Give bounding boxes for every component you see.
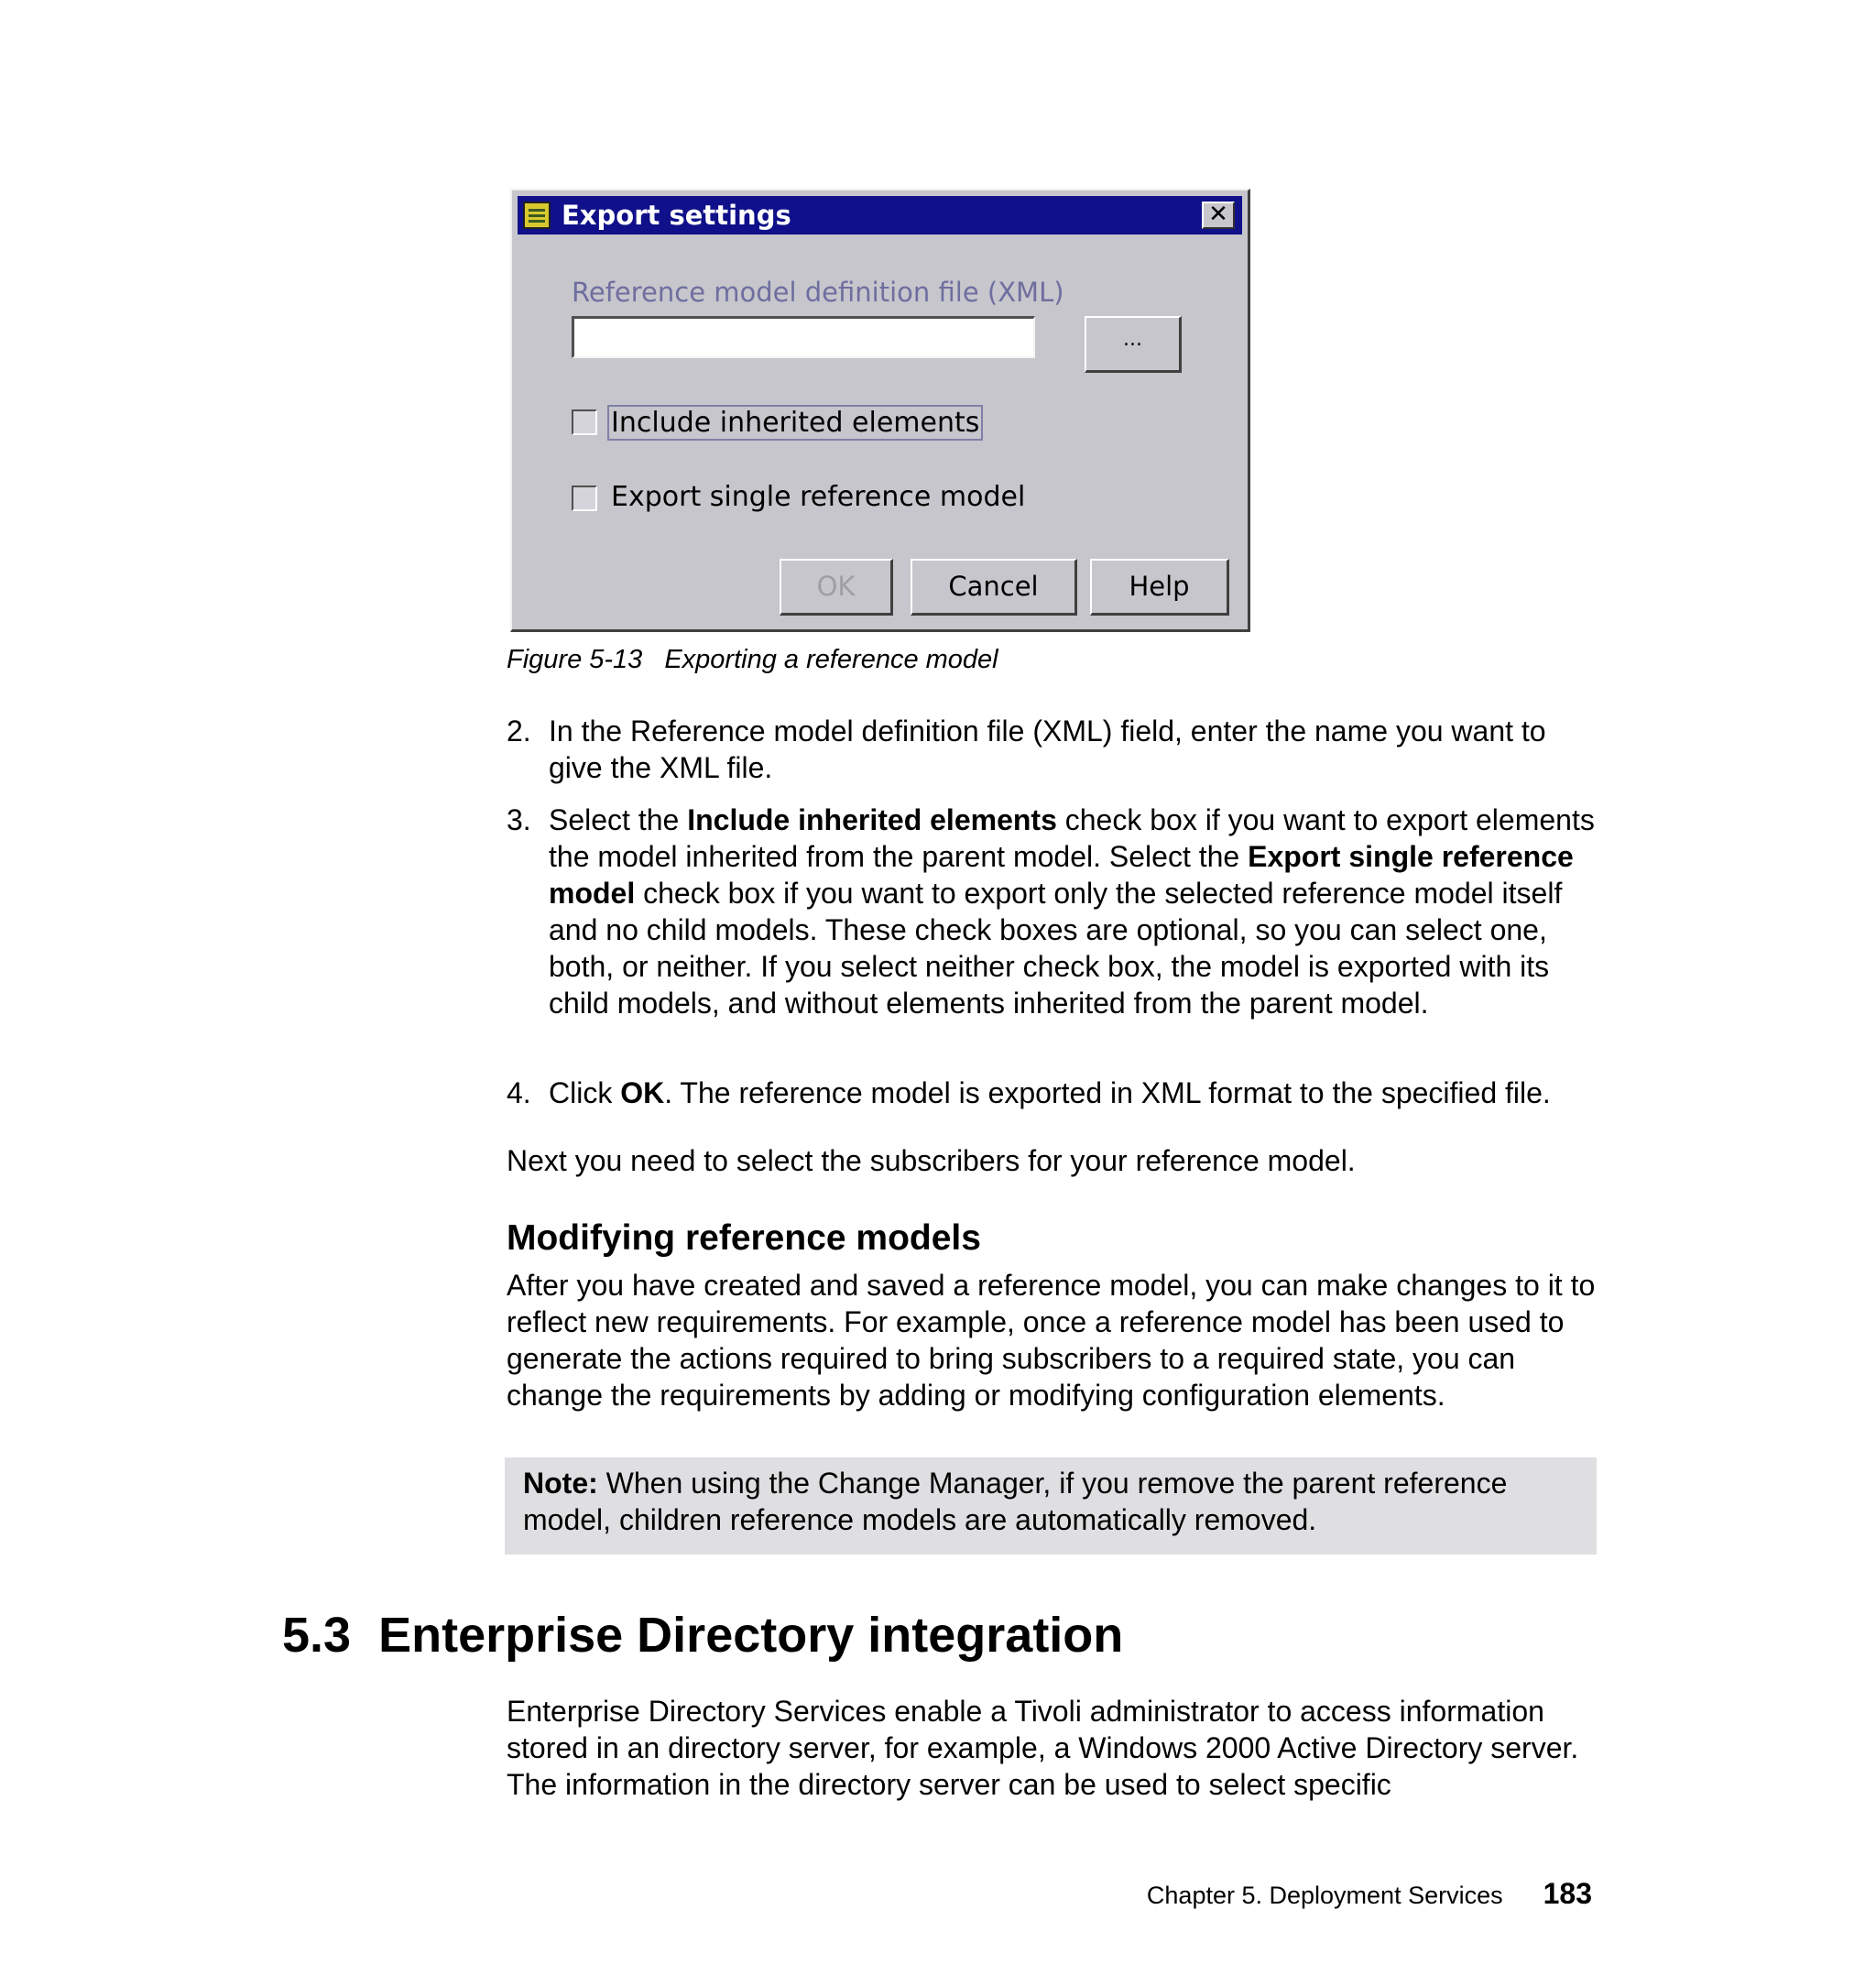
step-text bbox=[549, 713, 1606, 786]
step-text bbox=[549, 802, 1606, 1021]
include-inherited-checkbox[interactable] bbox=[572, 409, 597, 435]
export-single-label[interactable]: Export single reference model bbox=[611, 481, 1026, 513]
reference-file-input[interactable] bbox=[572, 316, 1035, 358]
step-item bbox=[507, 1075, 1606, 1111]
ui-term: OK bbox=[620, 1076, 665, 1109]
include-inherited-label[interactable]: Include inherited elements bbox=[607, 405, 983, 441]
help-button[interactable]: Help bbox=[1090, 559, 1229, 616]
close-button[interactable] bbox=[1202, 202, 1235, 229]
step-text-run: . The reference model is exported in XML format to the specified file. bbox=[664, 1076, 1551, 1109]
close-icon: ✕ bbox=[1208, 201, 1228, 228]
ui-term: Include inherited elements bbox=[687, 803, 1057, 836]
step-item bbox=[507, 713, 1606, 786]
dialog-title: Export settings bbox=[562, 200, 791, 231]
window-app-icon bbox=[523, 202, 551, 229]
step-text-run: Select the bbox=[549, 803, 688, 836]
step-text bbox=[549, 1075, 1606, 1111]
step-number: 2. bbox=[507, 715, 531, 747]
page-number: 183 bbox=[1543, 1877, 1592, 1910]
ui-term: Export single reference model bbox=[549, 840, 1574, 910]
step-text-run: check box if you want to export only the selected reference model itself and no child models. These check boxes are optional, so you can select one, both, or neither. If you select neither check box, the model is exported with its child models, and without elements inherited from the parent model. bbox=[549, 877, 1563, 1020]
cancel-button[interactable]: Cancel bbox=[911, 559, 1077, 616]
section-heading bbox=[282, 1607, 1123, 1664]
export-single-checkbox[interactable] bbox=[572, 486, 597, 511]
browse-button[interactable]: ... bbox=[1085, 316, 1182, 373]
figure-title: Exporting a reference model bbox=[664, 645, 998, 674]
figure-caption bbox=[507, 645, 998, 675]
step-item bbox=[507, 802, 1606, 1021]
subsection-body: After you have created and saved a reference model, you can make changes to it to reflect new requirements. For example, once a reference model has been used to generate the actions required to bring subscribers to a required state, you can change the requirements by adding or modifying configuration elements. bbox=[507, 1269, 1596, 1412]
note-label: Note: bbox=[523, 1467, 598, 1500]
page-footer bbox=[1147, 1877, 1592, 1911]
footer-chapter: Chapter 5. Deployment Services bbox=[1146, 1882, 1503, 1909]
next-paragraph: Next you need to select the subscribers for your reference model. bbox=[507, 1144, 1356, 1177]
step-text-run: In the Reference model definition file (XML) field, enter the name you want to give the XML file. bbox=[549, 715, 1546, 784]
step-text-run: check box if you want to export elements the model inherited from the parent model. Select the bbox=[549, 803, 1595, 873]
dialog-titlebar[interactable] bbox=[518, 196, 1242, 235]
export-settings-dialog bbox=[510, 189, 1250, 632]
section-body: Enterprise Directory Services enable a Tivoli administrator to access information stored in an directory server, for example, a Windows 2000 Active Directory server. The information in the directory server can be used to select specific bbox=[507, 1695, 1579, 1801]
step-text-run: Click bbox=[549, 1076, 621, 1109]
section-number: 5.3 bbox=[282, 1608, 352, 1663]
step-number: 4. bbox=[507, 1076, 531, 1109]
section-title: Enterprise Directory integration bbox=[378, 1608, 1124, 1663]
subsection-heading: Modifying reference models bbox=[507, 1218, 981, 1258]
note-box bbox=[505, 1457, 1597, 1555]
note-text: When using the Change Manager, if you remove the parent reference model, children reference models are automatically removed. bbox=[523, 1467, 1508, 1536]
ok-button[interactable]: OK bbox=[780, 559, 893, 616]
step-number: 3. bbox=[507, 803, 531, 836]
reference-file-label: Reference model definition file (XML) bbox=[572, 277, 1064, 308]
figure-number: Figure 5-13 bbox=[507, 645, 643, 674]
